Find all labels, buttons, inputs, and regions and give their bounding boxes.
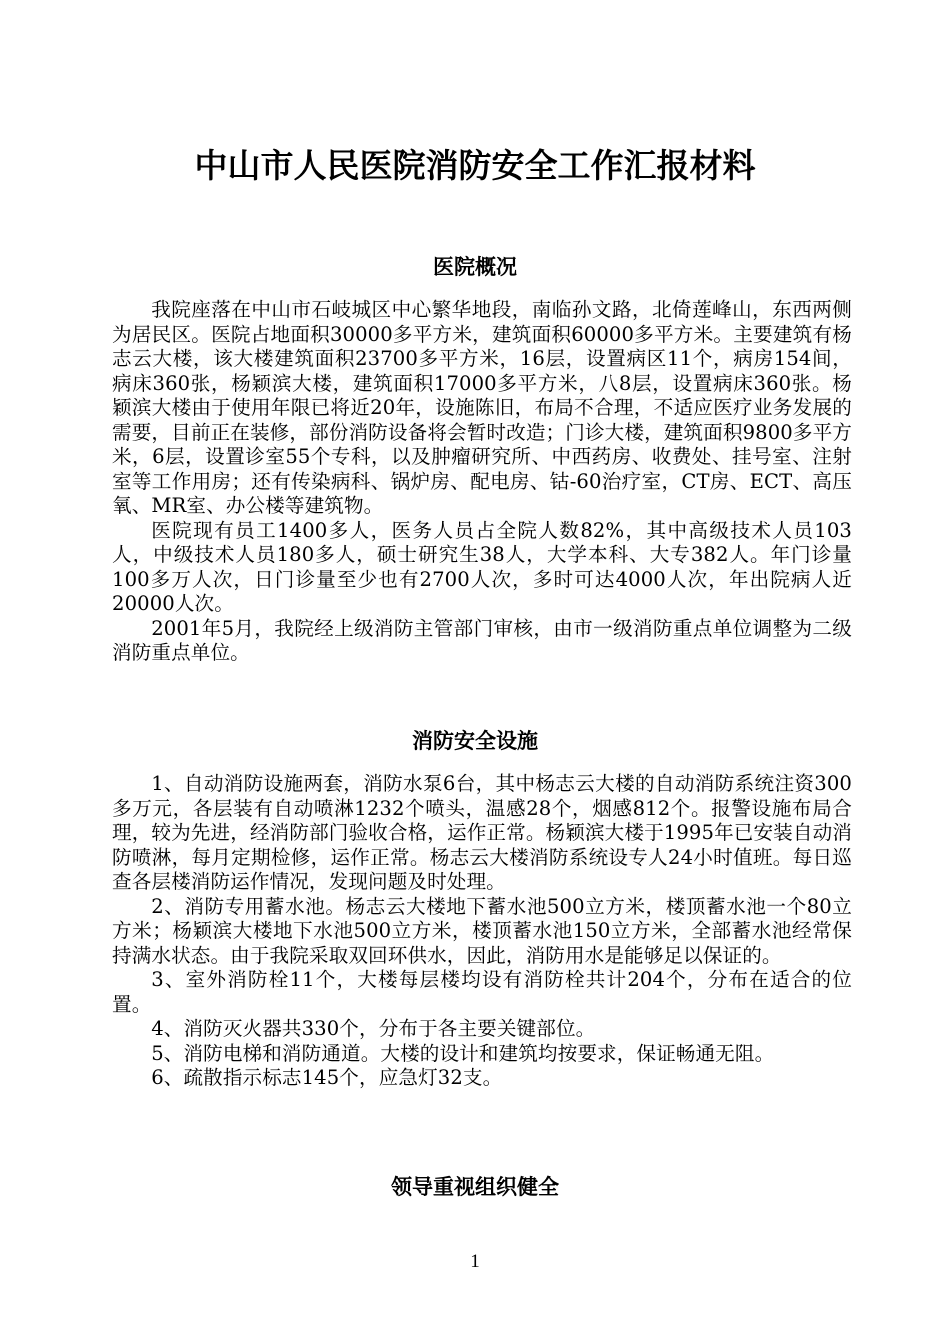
document-title: 中山市人民医院消防安全工作汇报材料 bbox=[194, 146, 756, 185]
paragraph: 2001年5月，我院经上级消防主管部门审核，由市一级消防重点单位调整为二级消防重点单位。 bbox=[112, 616, 852, 664]
section-heading-leadership-organization: 领导重视组织健全 bbox=[391, 1175, 559, 1199]
paragraph: 4、消防灭火器共330个，分布于各主要关键部位。 bbox=[151, 1017, 596, 1040]
paragraph: 医院现有员工1400多人，医务人员占全院人数82%，其中高级技术人员103人，中级技术人员180多人，硕士研究生38人，大学本科、大专382人。年门诊量100多万人次，日门诊量至少也有2700人次，多时可达4000人次，年出院病人近20000人次。 bbox=[112, 518, 852, 615]
section-heading-hospital-overview: 医院概况 bbox=[433, 255, 517, 279]
section-heading-fire-safety-facilities: 消防安全设施 bbox=[412, 729, 538, 753]
section-body-fire-safety-facilities bbox=[112, 772, 852, 1091]
page-number: 1 bbox=[470, 1251, 480, 1272]
paragraph: 5、消防电梯和消防通道。大楼的设计和建筑均按要求，保证畅通无阻。 bbox=[151, 1041, 775, 1065]
paragraph: 我院座落在中山市石岐城区中心繁华地段，南临孙文路，北倚莲峰山，东西两侧为居民区。医院占地面积30000多平方米，建筑面积60000多平方米。主要建筑有杨志云大楼，该大楼建筑面积23700多平方米，16层，设置病区11个，病房154间，病床360张，杨颖滨大楼，建筑面积17000多平方米，八8层，设置病床360张。杨颖滨大楼由于使用年限已将近20年，设施陈旧，布局不合理，不适应医疗业务发展的需要，目前正在装修，部份消防设备将会暂时改造；门诊大楼，建筑面积9800多平方米，6层，设置诊室55个专科，以及肿瘤研究所、中西药房、收费处、挂号室、注射室等工作用房；还有传染病科、锅炉房、配电房、钴-60治疗室，CT房、ECT、高压氧、MR室、办公楼等建筑物。 bbox=[112, 298, 852, 517]
section-body-hospital-overview bbox=[112, 298, 852, 666]
paragraph: 3、室外消防栓11个，大楼每层楼均设有消防栓共计204个，分布在适合的位置。 bbox=[112, 968, 852, 1016]
paragraph: 6、疏散指示标志145个，应急灯32支。 bbox=[151, 1066, 503, 1089]
paragraph: 1、自动消防设施两套，消防水泵6台，其中杨志云大楼的自动消防系统注资300多万元，各层装有自动喷淋1232个喷头，温感28个，烟感812个。报警设施布局合理，较为先进，经消防部门验收合格，运作正常。杨颖滨大楼于1995年已安装自动消防喷淋，每月定期检修，运作正常。杨志云大楼消防系统设专人24小时值班。每日巡查各层楼消防运作情况，发现问题及时处理。 bbox=[112, 772, 852, 893]
paragraph: 2、消防专用蓄水池。杨志云大楼地下蓄水池500立方米，楼顶蓄水池一个80立方米；杨颖滨大楼地下水池500立方米，楼顶蓄水池150立方米，全部蓄水池经常保持满水状态。由于我院采取双回环供水，因此，消防用水是能够足以保证的。 bbox=[112, 894, 852, 967]
